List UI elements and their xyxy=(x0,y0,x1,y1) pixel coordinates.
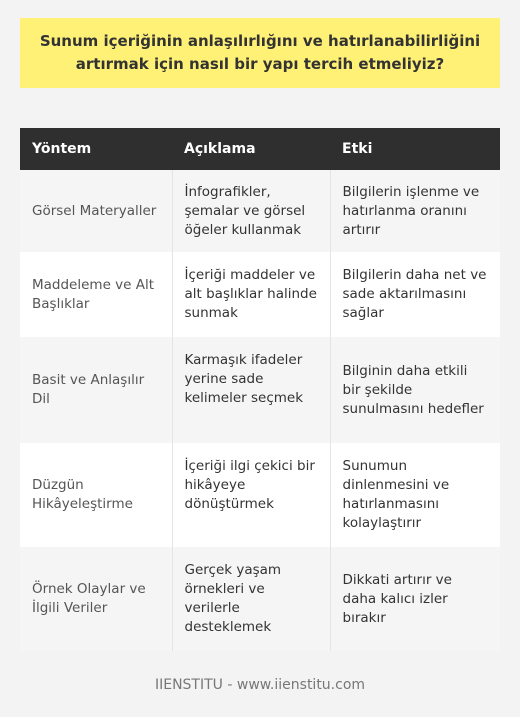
table-row xyxy=(20,252,500,337)
table-row xyxy=(20,547,500,651)
methods-table xyxy=(20,128,500,651)
cell-description: Karmaşık ifadeler yerine sade kelimeler seçmek xyxy=(172,337,330,443)
cell-effect: Bilgilerin daha net ve sade aktarılmasını sağlar xyxy=(330,252,500,337)
header-description: Açıklama xyxy=(172,128,330,170)
cell-effect: Sunumun dinlenmesini ve hatırlanmasını kolaylaştırır xyxy=(330,443,500,547)
cell-method: Basit ve Anlaşılır Dil xyxy=(20,337,172,443)
header-effect: Etki xyxy=(330,128,500,170)
table-row xyxy=(20,443,500,547)
cell-effect: Bilginin daha etkili bir şekilde sunulmasını hedefler xyxy=(330,337,500,443)
table-row xyxy=(20,170,500,252)
cell-effect: Dikkati artırır ve daha kalıcı izler bırakır xyxy=(330,547,500,651)
table-row xyxy=(20,337,500,443)
page-title: Sunum içeriğinin anlaşılırlığını ve hatırlanabilirliğini artırmak için nasıl bir yapı tercih etmeliyiz? xyxy=(39,32,481,73)
table-header-row xyxy=(20,128,500,170)
cell-description: İçeriği ilgi çekici bir hikâyeye dönüştürmek xyxy=(172,443,330,547)
cell-method: Görsel Materyaller xyxy=(20,170,172,252)
cell-effect: Bilgilerin işlenme ve hatırlanma oranını artırır xyxy=(330,170,500,252)
cell-method: Düzgün Hikâyeleştirme xyxy=(20,443,172,547)
cell-description: İnfografikler, şemalar ve görsel öğeler kullanmak xyxy=(172,170,330,252)
cell-method: Maddeleme ve Alt Başlıklar xyxy=(20,252,172,337)
cell-description: İçeriği maddeler ve alt başlıklar halinde sunmak xyxy=(172,252,330,337)
title-banner xyxy=(20,18,500,88)
footer-credit: IIENSTITU - www.iienstitu.com xyxy=(154,677,366,693)
cell-description: Gerçek yaşam örnekleri ve verilerle desteklemek xyxy=(172,547,330,651)
cell-method: Örnek Olaylar ve İlgili Veriler xyxy=(20,547,172,651)
header-method: Yöntem xyxy=(20,128,172,170)
